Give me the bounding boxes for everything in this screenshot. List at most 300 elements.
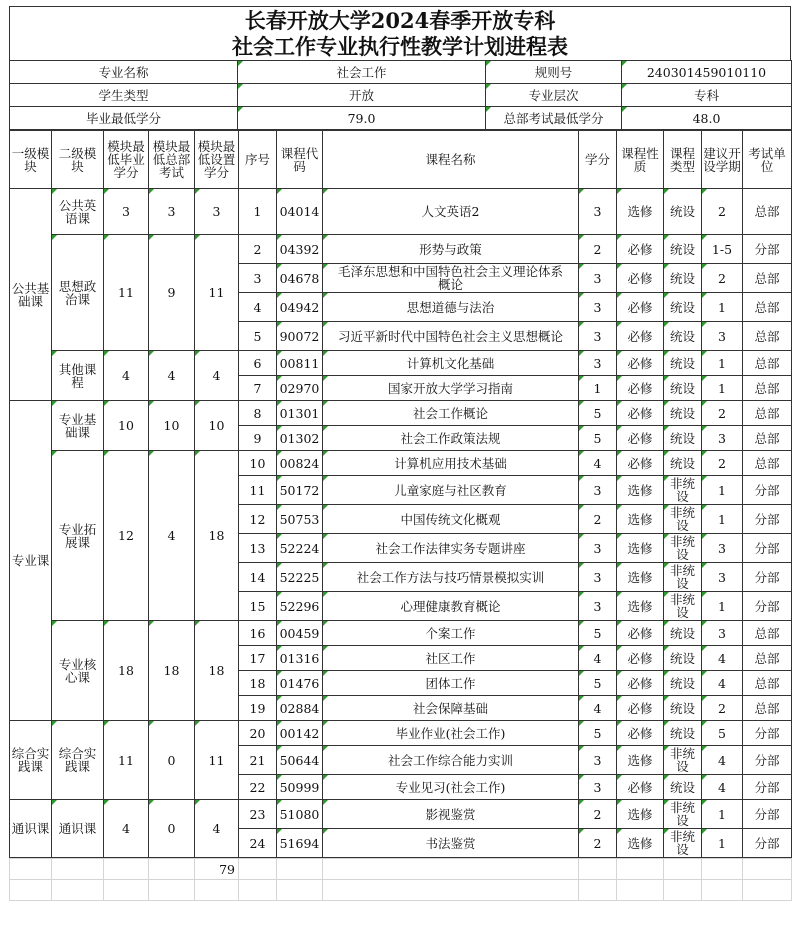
- module-credit-cell: 10: [104, 401, 149, 451]
- course-body: [10, 189, 792, 858]
- cell-corner-marker: [195, 351, 200, 356]
- course-unit-text: 分部: [754, 511, 780, 527]
- cell-corner-marker: [702, 451, 707, 456]
- course-type-cell: [664, 476, 702, 505]
- course-unit-cell: [743, 376, 792, 401]
- module-credit-cell: 10: [149, 401, 195, 451]
- course-unit-text: 分部: [754, 241, 780, 257]
- cell-corner-marker: [104, 351, 109, 356]
- course-name-cell: [323, 451, 579, 476]
- header-cell: 学分: [579, 131, 617, 189]
- cell-corner-marker: [617, 800, 622, 805]
- level1-module-cell: 专业课: [10, 401, 52, 721]
- cell-corner-marker: [323, 800, 328, 805]
- header-cell: 建议开设学期: [702, 131, 743, 189]
- course-no-text: 22: [249, 779, 266, 795]
- course-unit-cell: [743, 775, 792, 800]
- cell-corner-marker: [617, 451, 622, 456]
- course-term-cell: [702, 426, 743, 451]
- course-code-text: 04014: [279, 204, 320, 219]
- level1-module-cell: 通识课: [10, 800, 52, 858]
- course-type-cell: [664, 264, 702, 293]
- course-code-text: 02970: [279, 380, 320, 396]
- course-credit-cell: [579, 426, 617, 451]
- cell-corner-marker: [323, 563, 328, 568]
- course-nature-cell: [617, 401, 664, 426]
- course-credit-cell: [579, 451, 617, 476]
- table-row: [10, 800, 792, 829]
- course-no-cell: [239, 721, 277, 746]
- cell-corner-marker: [664, 451, 669, 456]
- course-name-text: 人文英语2: [421, 204, 480, 219]
- course-name-cell: [323, 351, 579, 376]
- course-nature-cell: [617, 563, 664, 592]
- course-type-cell: [664, 235, 702, 264]
- cell-corner-marker: [277, 505, 282, 510]
- cell-corner-marker: [579, 671, 584, 676]
- cell-corner-marker: [622, 107, 627, 112]
- cell-corner-marker: [664, 671, 669, 676]
- course-name-cell: [323, 696, 579, 721]
- table-row: [10, 235, 792, 264]
- cell-corner-marker: [664, 829, 669, 834]
- course-code-cell: [277, 800, 323, 829]
- cell-corner-marker: [702, 800, 707, 805]
- course-unit-text: 总部: [754, 328, 780, 344]
- level2-module-cell: 专业拓展课: [52, 451, 104, 621]
- course-no-text: 3: [253, 270, 262, 286]
- course-code-text: 00824: [279, 455, 320, 471]
- course-nature-text: 选修: [627, 540, 653, 556]
- course-unit-text: 分部: [754, 540, 780, 556]
- course-code-cell: [277, 376, 323, 401]
- course-no-text: 19: [249, 700, 266, 716]
- course-term-cell: [702, 829, 743, 858]
- cell-corner-marker: [702, 426, 707, 431]
- course-nature-text: 必修: [627, 270, 653, 286]
- module-credit-cell: 11: [104, 721, 149, 800]
- course-type-cell: [664, 505, 702, 534]
- cell-corner-marker: [579, 264, 584, 269]
- table-row: [10, 401, 792, 426]
- course-term-text: 3: [718, 430, 726, 446]
- cell-corner-marker: [617, 696, 622, 701]
- module-credit-cell: 11: [195, 235, 239, 351]
- header-cell: 课程类型: [664, 131, 702, 189]
- course-term-text: 2: [718, 700, 726, 716]
- cell-corner-marker: [702, 721, 707, 726]
- cell-corner-marker: [277, 621, 282, 626]
- course-code-cell: [277, 351, 323, 376]
- header-cell: 课程代码: [277, 131, 323, 189]
- cell-corner-marker: [702, 592, 707, 597]
- course-name-cell: [323, 293, 579, 322]
- cell-corner-marker: [579, 592, 584, 597]
- course-type-cell: [664, 621, 702, 646]
- cell-corner-marker: [149, 235, 154, 240]
- course-type-cell: [664, 189, 702, 235]
- student-type-value: 开放: [238, 84, 486, 107]
- cell-corner-marker: [52, 721, 57, 726]
- cell-corner-marker: [323, 646, 328, 651]
- course-no-text: 21: [249, 752, 266, 768]
- cell-corner-marker: [195, 800, 200, 805]
- course-no-text: 24: [249, 835, 266, 851]
- table-row: [10, 721, 792, 746]
- course-unit-text: 分部: [754, 835, 780, 851]
- course-name-text: 社会工作政策法规: [400, 430, 501, 446]
- course-term-text: 1: [718, 511, 726, 527]
- course-code-text: 52296: [279, 598, 320, 614]
- course-no-cell: [239, 293, 277, 322]
- module-credit-cell: 3: [149, 189, 195, 235]
- course-credit-text: 5: [593, 430, 602, 446]
- course-unit-cell: [743, 189, 792, 235]
- cell-corner-marker: [323, 534, 328, 539]
- course-credit-cell: [579, 293, 617, 322]
- cell-corner-marker: [323, 376, 328, 381]
- course-term-cell: [702, 235, 743, 264]
- course-nature-cell: [617, 721, 664, 746]
- cell-corner-marker: [323, 351, 328, 356]
- course-term-text: 1: [718, 355, 726, 371]
- course-no-text: 18: [249, 675, 266, 691]
- course-nature-cell: [617, 351, 664, 376]
- cell-corner-marker: [579, 476, 584, 481]
- course-code-cell: [277, 721, 323, 746]
- min-credit-label: 毕业最低学分: [10, 107, 238, 130]
- cell-corner-marker: [323, 293, 328, 298]
- cell-corner-marker: [702, 775, 707, 780]
- module-credit-cell: 12: [104, 451, 149, 621]
- cell-corner-marker: [149, 189, 154, 194]
- course-nature-cell: [617, 671, 664, 696]
- course-no-text: 23: [249, 806, 266, 822]
- cell-corner-marker: [622, 61, 627, 66]
- course-nature-cell: [617, 534, 664, 563]
- course-type-cell: [664, 451, 702, 476]
- course-no-cell: [239, 592, 277, 621]
- cell-corner-marker: [323, 451, 328, 456]
- course-no-text: 4: [253, 299, 262, 315]
- module-credit-cell: 4: [195, 800, 239, 858]
- course-no-text: 12: [249, 511, 266, 527]
- cell-corner-marker: [149, 351, 154, 356]
- course-credit-cell: [579, 322, 617, 351]
- course-credit-text: 3: [593, 299, 602, 315]
- course-credit-text: 3: [593, 752, 602, 768]
- cell-corner-marker: [579, 775, 584, 780]
- course-no-text: 2: [253, 241, 262, 257]
- course-name-text: 专业见习(社会工作): [395, 779, 506, 795]
- course-term-cell: [702, 505, 743, 534]
- course-name-cell: [323, 775, 579, 800]
- course-code-text: 50172: [279, 482, 320, 498]
- course-term-cell: [702, 376, 743, 401]
- course-nature-text: 选修: [627, 752, 653, 768]
- cell-corner-marker: [52, 401, 57, 406]
- cell-corner-marker: [664, 800, 669, 805]
- header-cell: 二级模块: [52, 131, 104, 189]
- course-code-text: 52224: [279, 540, 320, 556]
- course-type-text: 非统设: [669, 746, 695, 774]
- course-unit-text: 总部: [754, 270, 780, 286]
- cell-corner-marker: [617, 476, 622, 481]
- course-type-text: 统设: [669, 779, 695, 795]
- course-unit-text: 总部: [754, 625, 780, 641]
- course-unit-text: 总部: [754, 675, 780, 691]
- course-term-cell: [702, 621, 743, 646]
- header-cell: 模块最低总部考试: [149, 131, 195, 189]
- course-type-text: 统设: [669, 650, 695, 666]
- course-term-cell: [702, 646, 743, 671]
- course-code-text: 00142: [279, 725, 320, 741]
- course-credit-cell: [579, 563, 617, 592]
- course-type-text: 非统设: [669, 534, 695, 562]
- major-value: 社会工作: [238, 61, 486, 84]
- course-code-text: 51080: [279, 806, 320, 822]
- course-no-text: 13: [249, 540, 266, 556]
- cell-corner-marker: [664, 476, 669, 481]
- cell-corner-marker: [195, 721, 200, 726]
- cell-corner-marker: [195, 235, 200, 240]
- course-code-text: 02884: [279, 700, 320, 716]
- cell-corner-marker: [277, 401, 282, 406]
- cell-corner-marker: [617, 592, 622, 597]
- course-code-text: 90072: [279, 328, 320, 344]
- cell-corner-marker: [664, 235, 669, 240]
- course-code-text: 52225: [279, 569, 320, 585]
- cell-corner-marker: [702, 376, 707, 381]
- module-credit-cell: 0: [149, 721, 195, 800]
- cell-corner-marker: [579, 235, 584, 240]
- course-term-text: 3: [718, 625, 726, 641]
- cell-corner-marker: [617, 621, 622, 626]
- cell-corner-marker: [104, 621, 109, 626]
- cell-corner-marker: [664, 401, 669, 406]
- course-code-text: 00811: [279, 355, 320, 371]
- course-no-cell: [239, 189, 277, 235]
- major-label: 专业名称: [10, 61, 238, 84]
- cell-corner-marker: [702, 235, 707, 240]
- course-unit-cell: [743, 646, 792, 671]
- course-no-text: 20: [249, 725, 266, 741]
- module-credit-cell: 4: [104, 351, 149, 401]
- course-name-cell: [323, 426, 579, 451]
- course-term-text: 2: [718, 455, 726, 471]
- course-code-cell: [277, 829, 323, 858]
- course-type-text: 非统设: [669, 592, 695, 620]
- cell-corner-marker: [579, 646, 584, 651]
- course-type-text: 统设: [669, 299, 695, 315]
- cell-corner-marker: [702, 322, 707, 327]
- course-name-text: 儿童家庭与社区教育: [394, 482, 507, 498]
- module-credit-cell: 11: [195, 721, 239, 800]
- course-nature-cell: [617, 189, 664, 235]
- course-unit-cell: [743, 534, 792, 563]
- course-term-text: 2: [718, 405, 726, 421]
- table-row: [10, 351, 792, 376]
- cell-corner-marker: [702, 829, 707, 834]
- course-name-cell: [323, 646, 579, 671]
- course-type-text: 统设: [669, 355, 695, 371]
- course-unit-cell: [743, 451, 792, 476]
- course-term-text: 5: [718, 725, 726, 741]
- course-type-text: 非统设: [669, 505, 695, 533]
- cell-corner-marker: [702, 476, 707, 481]
- course-unit-cell: [743, 401, 792, 426]
- course-code-text: 04678: [279, 270, 320, 286]
- cell-corner-marker: [238, 84, 243, 89]
- course-name-cell: [323, 563, 579, 592]
- cell-corner-marker: [277, 746, 282, 751]
- course-term-cell: [702, 189, 743, 235]
- cell-corner-marker: [277, 671, 282, 676]
- cell-corner-marker: [617, 376, 622, 381]
- course-no-cell: [239, 775, 277, 800]
- course-unit-cell: [743, 592, 792, 621]
- cell-corner-marker: [277, 322, 282, 327]
- course-code-cell: [277, 401, 323, 426]
- course-name-text: 书法鉴赏: [425, 835, 476, 851]
- course-nature-text: 必修: [627, 355, 653, 371]
- course-term-text: 1-5: [711, 241, 733, 257]
- cell-corner-marker: [277, 646, 282, 651]
- course-nature-text: 必修: [627, 455, 653, 471]
- course-name-text: 习近平新时代中国特色社会主义思想概论: [337, 328, 563, 344]
- cell-corner-marker: [149, 721, 154, 726]
- course-no-cell: [239, 351, 277, 376]
- title-line-2: 社会工作专业执行性教学计划进程表: [232, 34, 568, 59]
- course-no-text: 17: [249, 650, 266, 666]
- course-term-cell: [702, 671, 743, 696]
- course-name-cell: [323, 235, 579, 264]
- cell-corner-marker: [702, 646, 707, 651]
- cell-corner-marker: [702, 746, 707, 751]
- course-term-cell: [702, 534, 743, 563]
- cell-corner-marker: [702, 696, 707, 701]
- course-nature-text: 必修: [627, 380, 653, 396]
- level2-module-cell: 公共英语课: [52, 189, 104, 235]
- course-no-text: 15: [249, 598, 266, 614]
- cell-corner-marker: [617, 534, 622, 539]
- footer-row: [10, 880, 792, 901]
- header-cell: 课程性质: [617, 131, 664, 189]
- course-name-text: 中国传统文化概观: [400, 511, 501, 527]
- cell-corner-marker: [664, 534, 669, 539]
- cell-corner-marker: [617, 293, 622, 298]
- course-credit-text: 3: [593, 328, 602, 344]
- plan-sheet: [9, 6, 791, 901]
- cell-corner-marker: [617, 235, 622, 240]
- cell-corner-marker: [579, 505, 584, 510]
- course-nature-cell: [617, 476, 664, 505]
- module-credit-cell: 9: [149, 235, 195, 351]
- header-cell: 课程名称: [323, 131, 579, 189]
- course-unit-cell: [743, 322, 792, 351]
- cell-corner-marker: [702, 351, 707, 356]
- course-credit-cell: [579, 671, 617, 696]
- course-type-cell: [664, 696, 702, 721]
- cell-corner-marker: [702, 293, 707, 298]
- rule-label: 规则号: [486, 61, 622, 84]
- header-row: [10, 131, 792, 189]
- cell-corner-marker: [702, 621, 707, 626]
- level-label: 专业层次: [486, 84, 622, 107]
- course-code-cell: [277, 746, 323, 775]
- cell-corner-marker: [617, 775, 622, 780]
- course-term-cell: [702, 775, 743, 800]
- course-credit-text: 4: [593, 650, 602, 666]
- course-type-cell: [664, 829, 702, 858]
- course-name-cell: [323, 829, 579, 858]
- course-credit-text: 5: [593, 405, 602, 421]
- course-term-cell: [702, 401, 743, 426]
- cell-corner-marker: [277, 264, 282, 269]
- course-nature-text: 必修: [627, 725, 653, 741]
- module-credit-cell: 3: [195, 189, 239, 235]
- course-nature-text: 必修: [627, 675, 653, 691]
- cell-corner-marker: [52, 621, 57, 626]
- course-no-text: 11: [249, 482, 266, 498]
- cell-corner-marker: [195, 401, 200, 406]
- course-name-text: 社会工作法律实务专题讲座: [375, 540, 526, 556]
- course-no-cell: [239, 800, 277, 829]
- course-name-text: 社会保障基础: [412, 700, 488, 716]
- course-unit-cell: [743, 505, 792, 534]
- course-nature-text: 必修: [627, 625, 653, 641]
- cell-corner-marker: [323, 775, 328, 780]
- course-term-cell: [702, 563, 743, 592]
- course-type-cell: [664, 322, 702, 351]
- level2-module-cell: 其他课程: [52, 351, 104, 401]
- course-term-text: 3: [718, 569, 726, 585]
- course-nature-cell: [617, 451, 664, 476]
- course-credit-text: 4: [593, 700, 602, 716]
- cell-corner-marker: [104, 235, 109, 240]
- cell-corner-marker: [277, 451, 282, 456]
- course-no-text: 16: [249, 625, 266, 641]
- course-term-cell: [702, 476, 743, 505]
- course-name-cell: [323, 592, 579, 621]
- course-code-cell: [277, 451, 323, 476]
- course-code-cell: [277, 696, 323, 721]
- course-name-text: 计算机应用技术基础: [394, 455, 507, 471]
- cell-corner-marker: [323, 322, 328, 327]
- course-no-cell: [239, 746, 277, 775]
- course-credit-text: 1: [593, 380, 602, 396]
- course-unit-text: 总部: [754, 700, 780, 716]
- course-nature-cell: [617, 829, 664, 858]
- course-nature-text: 必修: [627, 650, 653, 666]
- course-term-cell: [702, 451, 743, 476]
- course-credit-cell: [579, 351, 617, 376]
- course-nature-cell: [617, 592, 664, 621]
- cell-corner-marker: [323, 621, 328, 626]
- course-code-text: 01301: [279, 405, 320, 421]
- table-row: [10, 621, 792, 646]
- level2-module-cell: 综合实践课: [52, 721, 104, 800]
- course-term-cell: [702, 721, 743, 746]
- course-no-text: 9: [253, 430, 262, 446]
- cell-corner-marker: [323, 426, 328, 431]
- cell-corner-marker: [617, 322, 622, 327]
- course-nature-text: 选修: [627, 806, 653, 822]
- cell-corner-marker: [617, 671, 622, 676]
- rule-value: 240301459010110: [622, 61, 792, 84]
- table-row: [10, 451, 792, 476]
- course-unit-text: 总部: [754, 455, 780, 471]
